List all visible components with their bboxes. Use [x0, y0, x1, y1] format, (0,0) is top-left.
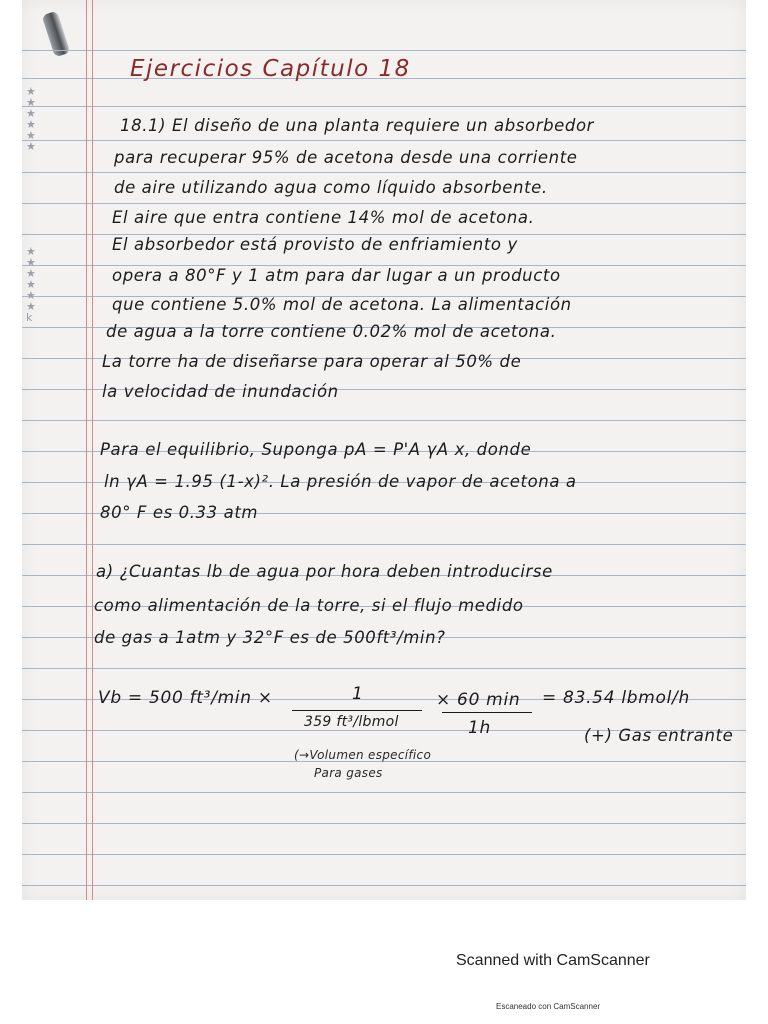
margin-line — [86, 0, 87, 900]
problem-line: 18.1) El diseño de una planta requiere un absorbedor — [120, 116, 595, 135]
scanner-watermark: Scanned with CamScanner — [456, 952, 650, 969]
calc-fraction2-denominator: 1h — [468, 718, 491, 738]
calc-result: = 83.54 lbmol/h — [542, 688, 690, 708]
margin-line-inner — [92, 0, 93, 900]
question-line: a) ¿Cuantas lb de agua por hora deben introducirse — [96, 562, 553, 581]
decorative-stars-icon-2: ★ ★ ★ ★ ★ ★ k — [26, 245, 36, 324]
decorative-stars-icon: ★ ★ ★ ★ ★ ★ — [26, 85, 36, 153]
page-title: Ejercicios Capítulo 18 — [130, 56, 411, 82]
note-for-gases: Para gases — [314, 766, 383, 780]
fraction-bar-2 — [442, 712, 532, 713]
problem-line: la velocidad de inundación — [102, 382, 339, 401]
problem-line: La torre ha de diseñarse para operar al 50% de — [102, 352, 522, 371]
calc-result-label: (+) Gas entrante — [584, 726, 734, 745]
problem-line: El aire que entra contiene 14% mol de acetona. — [112, 208, 535, 227]
calc-fraction1-numerator: 1 — [352, 684, 364, 704]
fraction-bar — [292, 710, 422, 711]
problem-line: de agua a la torre contiene 0.02% mol de acetona. — [106, 322, 557, 341]
notebook-page — [22, 0, 746, 900]
note-volume-specific: (→Volumen específico — [294, 748, 432, 762]
problem-line: El absorbedor está provisto de enfriamiento y — [112, 235, 518, 254]
problem-line: opera a 80°F y 1 atm para dar lugar a un producto — [112, 266, 561, 285]
equilibrium-line: Para el equilibrio, Suponga pA = P'A γA x, donde — [100, 440, 532, 459]
question-line: de gas a 1atm y 32°F es de 500ft³/min? — [94, 628, 446, 647]
calc-lhs: Vb = 500 ft³/min × — [98, 688, 273, 708]
question-line: como alimentación de la torre, si el flujo medido — [94, 596, 524, 615]
problem-line: para recuperar 95% de acetona desde una corriente — [114, 148, 578, 167]
calc-fraction1-denominator: 359 ft³/lbmol — [304, 714, 399, 730]
problem-line: que contiene 5.0% mol de acetona. La alimentación — [112, 295, 572, 314]
equilibrium-line: ln γA = 1.95 (1-x)². La presión de vapor de acetona a — [104, 472, 577, 491]
calc-times-60: × 60 min — [436, 690, 521, 710]
problem-line: de aire utilizando agua como líquido absorbente. — [114, 178, 548, 197]
scanner-watermark-small: Escaneado con CamScanner — [496, 1002, 601, 1011]
equilibrium-line: 80° F es 0.33 atm — [100, 503, 259, 522]
